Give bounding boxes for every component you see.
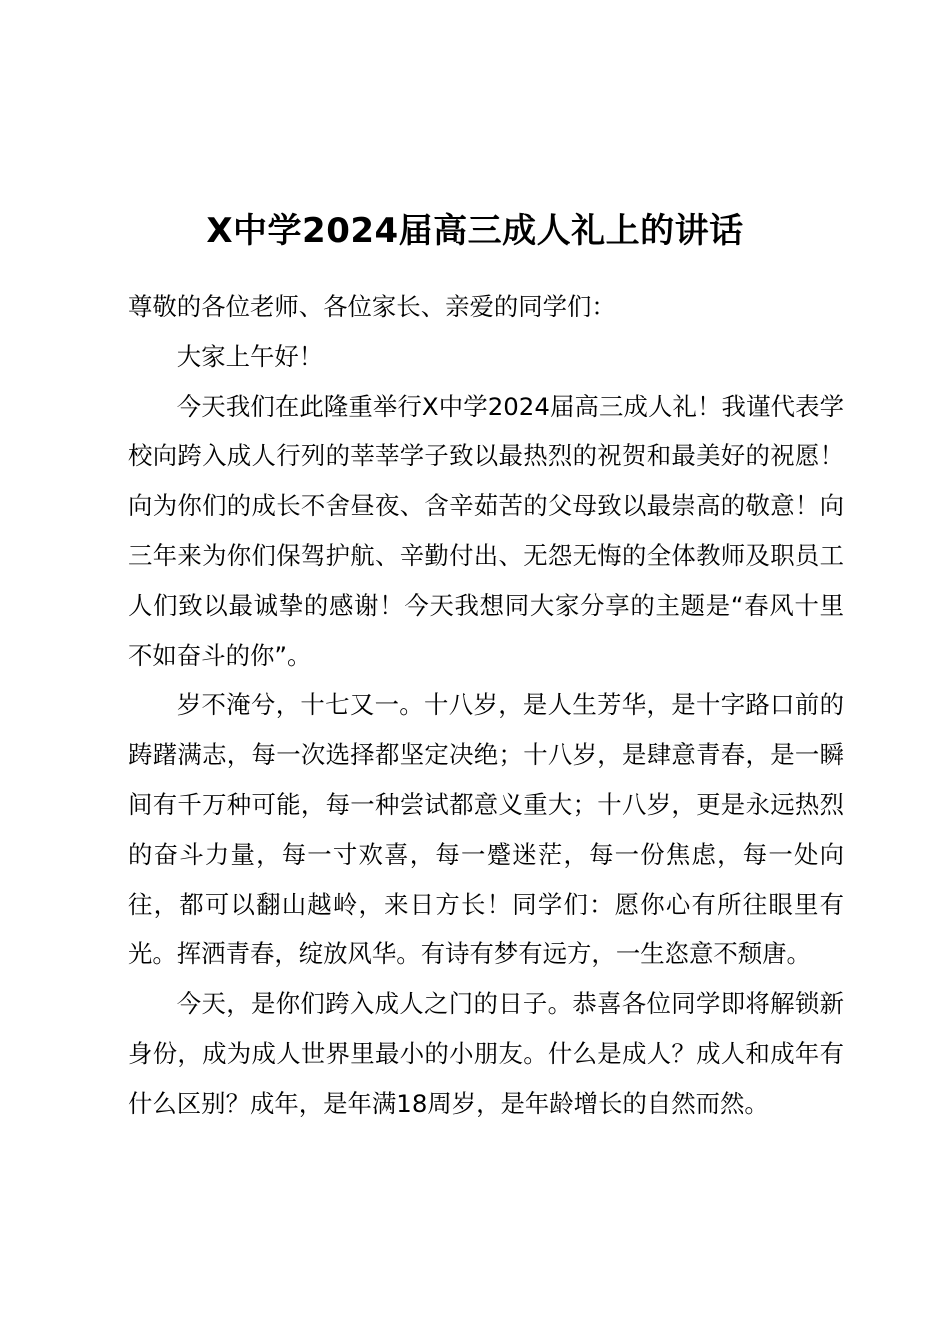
paragraph: 岁不淹兮，十七又一。十八岁，是人生芳华，是十字路口前的踌躇满志，每一次选择都坚定决绝；十八岁，是肆意青春，是一瞬间有千万种可能，每一种尝试都意义重大；十八岁，更是永远热烈的奋斗力量，每一寸欢喜，每一蹙迷茫，每一份焦虑，每一处向往，都可以翻山越岭，来日方长！同学们：愿你心有所往眼里有光。挥洒青春，绽放风华。有诗有梦有远方，一生恣意不颓唐。	[128, 690, 844, 969]
paragraph: 大家上午好！	[176, 341, 324, 371]
document-title: X中学2024届高三成人礼上的讲话	[206, 211, 744, 251]
paragraph: 今天我们在此隆重举行X中学2024届高三成人礼！我谨代表学校向跨入成人行列的莘莘学子致以最热烈的祝贺和最美好的祝愿！向为你们的成长不舍昼夜、含辛茹苦的父母致以最崇高的敬意！向三年来为你们保驾护航、辛勤付出、无怨无悔的全体教师及职员工人们致以最诚挚的感谢！今天我想同大家分享的主题是“春风十里不如奋斗的你”。	[128, 391, 844, 670]
document-body	[128, 282, 844, 1129]
salutation: 尊敬的各位老师、各位家长、亲爱的同学们：	[128, 292, 616, 321]
paragraph: 今天，是你们跨入成人之门的日子。恭喜各位同学即将解锁新身份，成为成人世界里最小的小朋友。什么是成人？成人和成年有什么区别？成年，是年满18周岁，是年龄增长的自然而然。	[128, 989, 844, 1118]
